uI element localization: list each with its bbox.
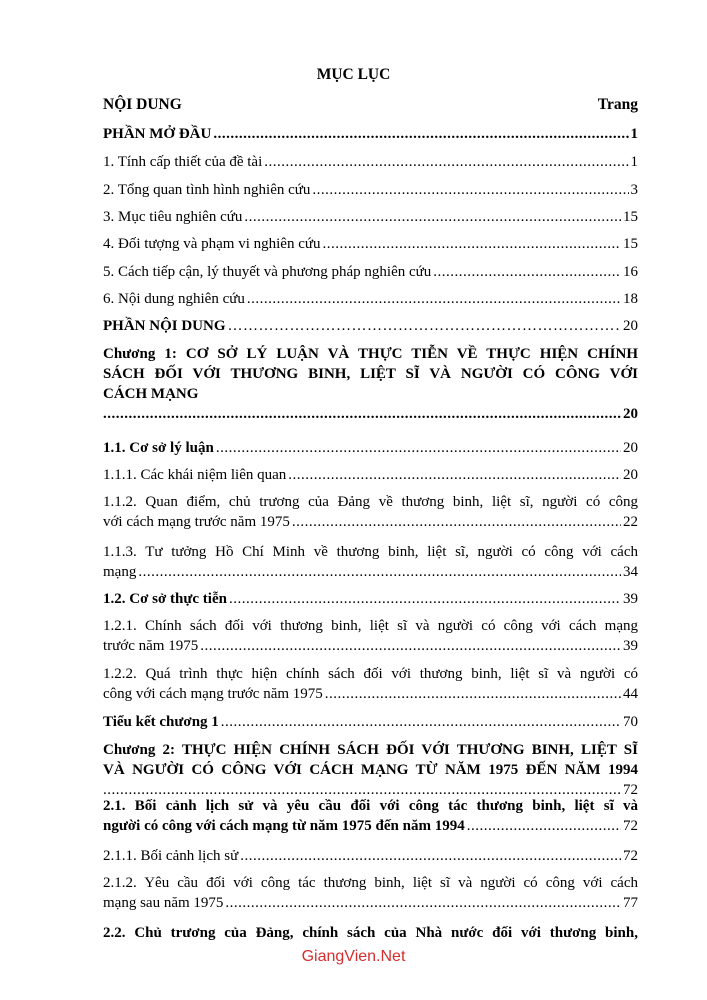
toc-entry[interactable]: 5. Cách tiếp cận, lý thuyết và phương pháp nghiên cứu ..... 16 xyxy=(103,262,638,282)
header-page-label: Trang xyxy=(597,96,638,113)
watermark-footer: GiangVien.Net xyxy=(301,948,406,965)
toc-entry-chapter-2[interactable]: Chương 2: THỰC HIỆN CHÍNH SÁCH ĐỐI VỚI THƯƠNG BINH, LIỆT SĨ VÀ NGƯỜI CÓ CÔNG VỚI CÁCH MẠNG TỪ NĂM 1975 ĐẾN NĂM 1994 ..... 72 xyxy=(103,740,638,800)
toc-entry-phan-noi-dung[interactable]: PHẦN NỘI DUNG ……………………………………………………………………………………………………………… 20 xyxy=(103,316,638,336)
toc-entry[interactable]: Tiểu kết chương 1 ..... 70 xyxy=(103,712,638,732)
toc-title: MỤC LỤC xyxy=(316,66,391,83)
toc-entry[interactable]: 1.2. Cơ sở thực tiễn ..... 39 xyxy=(103,589,638,609)
toc-entry[interactable]: 4. Đối tượng và phạm vi nghiên cứu ..... 15 xyxy=(103,234,638,254)
toc-entry[interactable]: 1.1.3. Tư tưởng Hồ Chí Minh về thương binh, liệt sĩ, người có công với cách mạng ..... 34 xyxy=(103,542,638,582)
toc-entry[interactable]: 1.2.1. Chính sách đối với thương binh, liệt sĩ và người có công với cách mạng trước năm 1975 ..... 39 xyxy=(103,616,638,656)
toc-entry[interactable]: 3. Mục tiêu nghiên cứu ..... 15 xyxy=(103,207,638,227)
toc-entry[interactable]: 1.2.2. Quá trình thực hiện chính sách đối với thương binh, liệt sĩ và người có công với cách mạng trước năm 1975 ..... 44 xyxy=(103,664,638,704)
toc-header xyxy=(103,96,638,114)
header-content-label: NỘI DUNG xyxy=(103,96,182,113)
toc-entry[interactable]: 1.1. Cơ sở lý luận ..... 20 xyxy=(103,438,638,458)
toc-entry[interactable]: 6. Nội dung nghiên cứu ..... 18 xyxy=(103,289,638,309)
toc-entry[interactable]: 1.1.1. Các khái niệm liên quan ..... 20 xyxy=(103,465,638,485)
toc-entry[interactable]: 2. Tổng quan tình hình nghiên cứu ..... 3 xyxy=(103,180,638,200)
toc-entry[interactable]: 1.1.2. Quan điểm, chủ trương của Đảng về thương binh, liệt sĩ, người có công với cách mạng trước năm 1975 ..... 22 xyxy=(103,492,638,532)
toc-entry-chapter-1[interactable]: Chương 1: CƠ SỞ LÝ LUẬN VÀ THỰC TIỄN VỀ THỰC HIỆN CHÍNH SÁCH ĐỐI VỚI THƯƠNG BINH, LIỆT SĨ VÀ NGƯỜI CÓ CÔNG VỚI CÁCH MẠNG ..... 20 xyxy=(103,344,638,424)
toc-entry[interactable]: 2.2. Chủ trương của Đảng, chính sách của Nhà nước đối với thương binh, xyxy=(103,925,638,941)
toc-entry[interactable]: 1. Tính cấp thiết của đề tài ..... 1 xyxy=(103,152,638,172)
toc-entry-phan-mo-dau[interactable]: PHẦN MỞ ĐẦU ..... 1 xyxy=(103,124,638,144)
toc-entry[interactable]: 2.1.1. Bối cảnh lịch sử ..... 72 xyxy=(103,846,638,866)
toc-entry[interactable]: 2.1. Bối cảnh lịch sử và yêu cầu đối với công tác thương binh, liệt sĩ và người có công với cách mạng từ năm 1975 đến năm 1994 ..... 72 xyxy=(103,796,638,836)
toc-entry[interactable]: 2.1.2. Yêu cầu đối với công tác thương binh, liệt sĩ và người có công với cách mạng sau năm 1975 ..... 77 xyxy=(103,873,638,913)
